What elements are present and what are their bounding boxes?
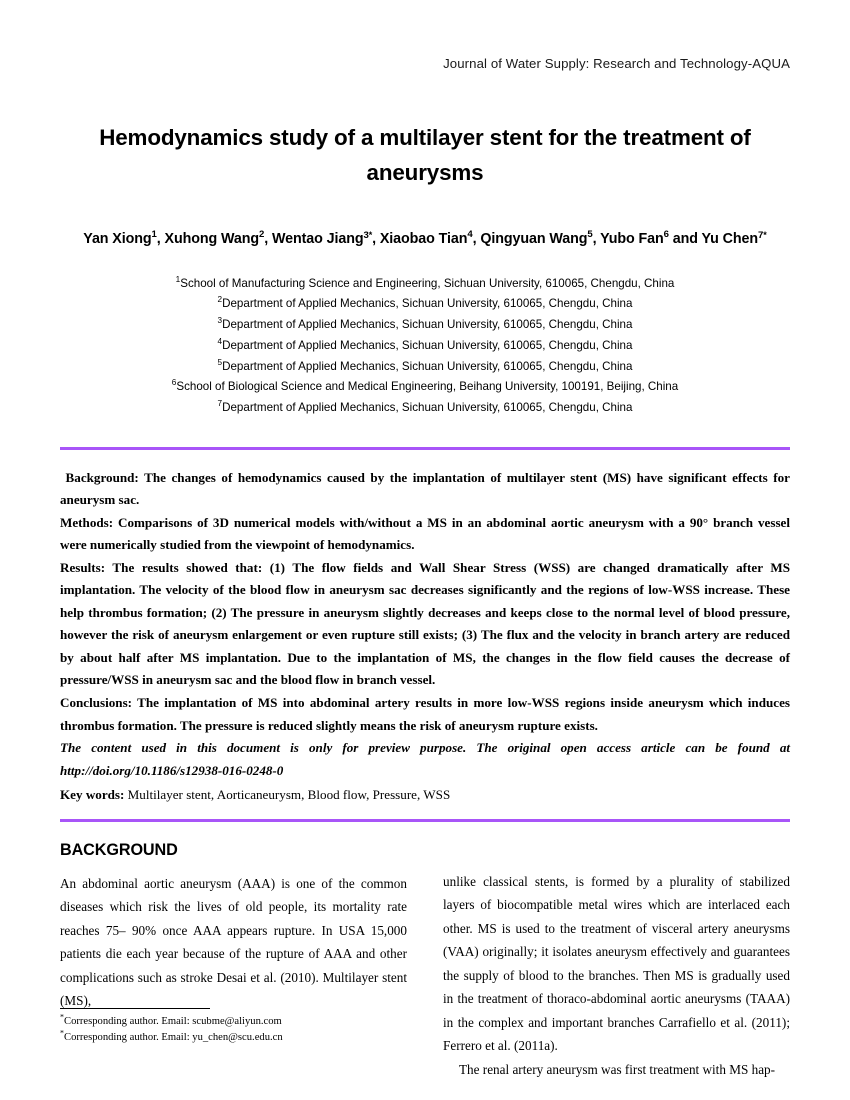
- affiliation-list: [60, 274, 790, 419]
- abstract-background: [60, 467, 790, 512]
- abstract-results-label: Results:: [60, 559, 106, 575]
- abstract-top-rule: [60, 447, 790, 450]
- author-name: Xuhong Wang: [164, 231, 259, 248]
- author-affiliation-marker: 3*: [363, 229, 373, 241]
- abstract: [60, 467, 790, 782]
- body-column-right: [443, 841, 790, 1082]
- author-name: Xiaobao Tian: [379, 231, 468, 248]
- affiliation-marker: 7: [217, 399, 223, 409]
- abstract-background-label: Background:: [65, 469, 139, 485]
- abstract-bottom-rule: [60, 819, 790, 822]
- keywords: [60, 784, 790, 807]
- affiliation-line: [60, 315, 790, 336]
- affiliation-line: [60, 274, 790, 295]
- affiliation-line: [60, 357, 790, 378]
- abstract-methods: [60, 512, 790, 557]
- author-name: Qingyuan Wang: [480, 231, 588, 248]
- author-affiliation-marker: 1: [151, 229, 157, 241]
- author-name: Yu Chen: [701, 231, 759, 248]
- affiliation-text: Department of Applied Mechanics, Sichuan University, 610065, Chengdu, China: [222, 338, 633, 352]
- affiliation-line: [60, 294, 790, 315]
- affiliation-line: [60, 377, 790, 398]
- abstract-conclusions-text: The implantation of MS into abdominal artery results in more low-WSS regions inside aneurysm which induces thrombus formation. The pressure is reduced slightly means the risk of aneurysm rupture exists.: [60, 695, 790, 733]
- footnote-marker: *: [60, 1028, 64, 1038]
- running-head: Journal of Water Supply: Research and Technology-AQUA: [443, 56, 790, 71]
- affiliation-marker: 6: [171, 378, 177, 388]
- author-affiliation-marker: 4: [467, 229, 473, 241]
- affiliation-text: Department of Applied Mechanics, Sichuan University, 610065, Chengdu, China: [222, 401, 633, 415]
- footnote-text: Corresponding author. Email: yu_chen@scu.edu.cn: [64, 1032, 283, 1044]
- author-affiliation-marker: 5: [587, 229, 593, 241]
- abstract-conclusions: [60, 692, 790, 737]
- affiliation-text: Department of Applied Mechanics, Sichuan University, 610065, Chengdu, China: [222, 318, 633, 332]
- affiliation-text: Department of Applied Mechanics, Sichuan University, 610065, Chengdu, China: [222, 359, 633, 373]
- abstract-conclusions-label: Conclusions:: [60, 695, 133, 710]
- background-paragraph-left: An abdominal aortic aneurysm (AAA) is one of the common diseases which risk the lives of old people, its mortality rate reaches 75– 90% once AAA appears rupture. In USA 15,000 patients die each year because of the rupture of AAA and other complications such as stroke Desai et al. (2010). Multilayer stent (MS),: [60, 875, 407, 1009]
- abstract-methods-text: Comparisons of 3D numerical models with/without a MS in an abdominal aortic aneurysm with a 90° branch vessel were numerically studied from the viewpoint of hemodynamics.: [60, 514, 790, 553]
- column-top-spacer: [443, 841, 790, 870]
- background-paragraph-right-2: The renal artery aneurysm was first treatment with MS hap-: [459, 1061, 776, 1077]
- footnote-marker: *: [60, 1012, 64, 1022]
- affiliation-marker: 4: [217, 336, 223, 346]
- author-affiliation-marker: 7*: [758, 229, 767, 241]
- footnote-text: Corresponding author. Email: scubme@aliyun.com: [64, 1016, 282, 1027]
- author-list: Yan Xiong$^1$, Xuhong Wang$^2$, Wentao Jiang$^{3*}$, Xiaobao Tian$^4$, Qingyuan Wang$^5$, Yubo Fan$^6$ and Yu Chen$^{7*}$: [83, 229, 767, 248]
- affiliation-text: School of Manufacturing Science and Engineering, Sichuan University, 610065, Chengdu, China: [180, 276, 675, 290]
- footnote-item: [60, 1014, 407, 1030]
- abstract-background-text: The changes of hemodynamics caused by the implantation of multilayer stent (MS) have significant effects for aneurysm sac.: [60, 469, 790, 508]
- preview-purpose-note: The content used in this document is only for preview purpose. The original open access article can be found at http://doi.org/10.1186/s12938-016-0248-0: [60, 740, 790, 778]
- page-title: Hemodynamics study of a multilayer stent for the treatment of aneurysms: [99, 125, 751, 185]
- affiliation-marker: 3: [217, 316, 223, 326]
- affiliation-marker: 1: [175, 274, 181, 284]
- affiliation-marker: 5: [217, 357, 223, 367]
- author-name: Yan Xiong: [83, 231, 152, 248]
- corresponding-author-asterisk: *: [368, 229, 373, 240]
- affiliation-line: [60, 336, 790, 357]
- section-heading-background: BACKGROUND: [60, 840, 178, 859]
- affiliation-text: Department of Applied Mechanics, Sichuan University, 610065, Chengdu, China: [222, 297, 633, 311]
- keywords-text: Multilayer stent, Aorticaneurysm, Blood flow, Pressure, WSS: [124, 787, 451, 803]
- footnote-block: [60, 1008, 407, 1047]
- affiliation-text: School of Biological Science and Medical Engineering, Beihang University, 100191, Beijing, China: [176, 380, 679, 394]
- abstract-results: [60, 557, 790, 692]
- author-name: Yubo Fan: [600, 231, 664, 248]
- author-affiliation-marker: 6: [663, 229, 669, 241]
- footnote-separator: [60, 1008, 210, 1009]
- affiliation-line: [60, 398, 790, 419]
- background-paragraph-right: unlike classical stents, is formed by a plurality of stabilized layers of biocompatible metal wires which are interlaced each other. MS is used to the treatment of visceral artery aneurysms (VAA) originally; it isolates aneurysm effectively and guarantees the supply of blood to the branches. Then MS is gradually used in the treatment of thoraco-abdominal aortic aneurysms (TAAA) in the complex and important branches Carrafiello et al. (2011); Ferrero et al. (2011a).: [443, 873, 790, 1054]
- author-affiliation-marker: 2: [258, 229, 265, 241]
- abstract-methods-label: Methods:: [60, 514, 114, 530]
- footnote-item: [60, 1030, 407, 1046]
- author-name: Wentao Jiang: [271, 231, 364, 248]
- affiliation-marker: 2: [217, 295, 223, 305]
- abstract-results-text: The results showed that: (1) The flow fields and Wall Shear Stress (WSS) are changed dramatically after MS implantation. The velocity of the blood flow in aneurysm sac decreases significantly and the regions of low-WSS increase. These help thrombus formation; (2) The pressure in aneurysm slightly decreases and keeps close to the normal level of blood pressure, however the risk of aneurysm enlargement or even rupture still exists; (3) The flux and the velocity in branch artery are reduced by about half after MS implantation. Due to the implantation of MS, the changes in the flow field causes the decrease of pressure/WSS in aneurysm sac and the blood flow in branch vessel.: [60, 559, 790, 688]
- corresponding-author-asterisk: *: [763, 229, 767, 240]
- keywords-label: Key words:: [60, 787, 125, 803]
